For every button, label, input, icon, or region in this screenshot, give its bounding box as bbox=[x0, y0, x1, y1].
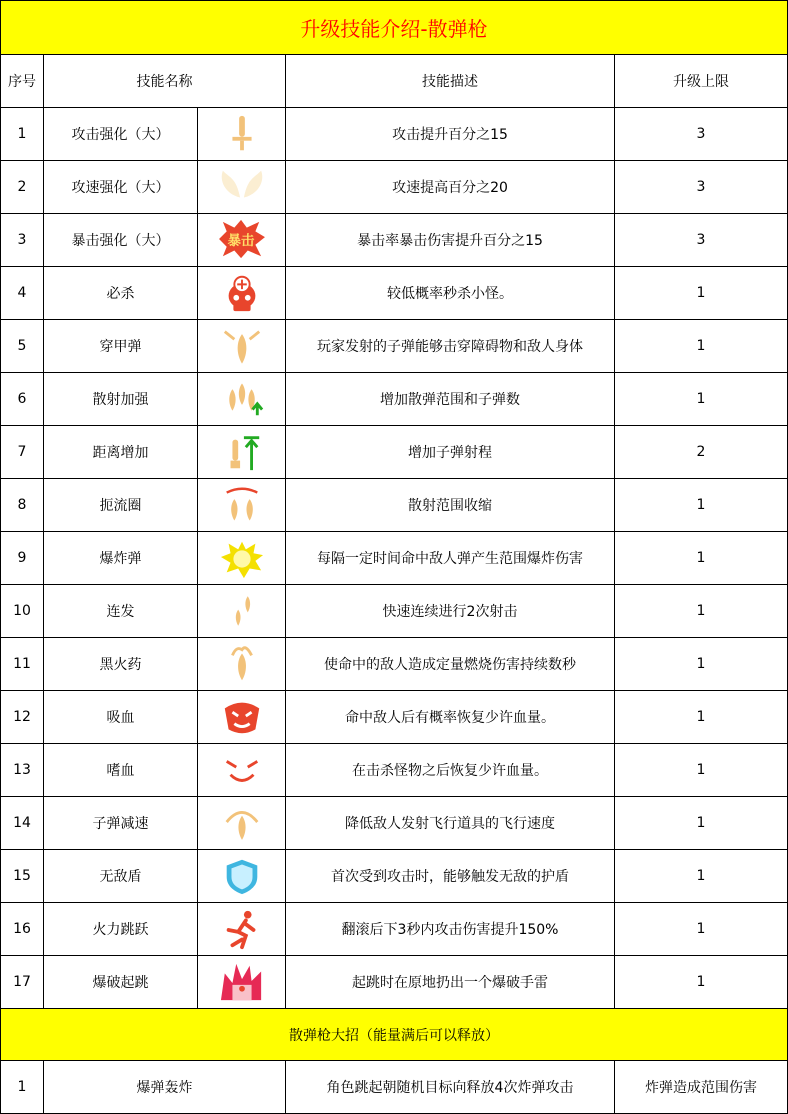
skill-desc: 暴击率暴击伤害提升百分之15 bbox=[286, 214, 615, 267]
skill-desc: 增加子弹射程 bbox=[286, 426, 615, 479]
skill-limit: 1 bbox=[615, 744, 788, 797]
header-limit: 升级上限 bbox=[615, 55, 788, 108]
table-row bbox=[1, 320, 788, 373]
skill-name: 爆炸弹 bbox=[44, 532, 198, 585]
skill-desc: 在击杀怪物之后恢复少许血量。 bbox=[286, 744, 615, 797]
skill-icon-cell bbox=[198, 108, 286, 161]
crit-burst-icon bbox=[217, 218, 267, 262]
skill-name: 攻击强化（大） bbox=[44, 108, 198, 161]
skill-index: 14 bbox=[1, 797, 44, 850]
table-row bbox=[1, 797, 788, 850]
skill-limit: 1 bbox=[615, 903, 788, 956]
skill-name: 吸血 bbox=[44, 691, 198, 744]
skill-index: 8 bbox=[1, 479, 44, 532]
skill-desc: 翻滚后下3秒内攻击伤害提升150% bbox=[286, 903, 615, 956]
skill-name: 爆破起跳 bbox=[44, 956, 198, 1009]
skull-crosshair-icon bbox=[217, 271, 267, 315]
skill-name: 穿甲弹 bbox=[44, 320, 198, 373]
table-row bbox=[1, 214, 788, 267]
range-up-icon bbox=[217, 430, 267, 474]
skill-limit: 1 bbox=[615, 850, 788, 903]
skill-index: 13 bbox=[1, 744, 44, 797]
table-row bbox=[1, 161, 788, 214]
skill-limit: 3 bbox=[615, 214, 788, 267]
skill-index: 17 bbox=[1, 956, 44, 1009]
running-man-icon bbox=[217, 907, 267, 951]
header-desc: 技能描述 bbox=[286, 55, 615, 108]
table-row bbox=[1, 956, 788, 1009]
table-row bbox=[1, 479, 788, 532]
skill-icon-cell bbox=[198, 214, 286, 267]
skill-index: 6 bbox=[1, 373, 44, 426]
skill-name: 散射加强 bbox=[44, 373, 198, 426]
skill-name: 攻速强化（大） bbox=[44, 161, 198, 214]
skill-limit: 1 bbox=[615, 267, 788, 320]
spread-up-icon bbox=[217, 377, 267, 421]
skill-icon-cell bbox=[198, 479, 286, 532]
skill-icon-cell bbox=[198, 797, 286, 850]
skill-index: 9 bbox=[1, 532, 44, 585]
table-row bbox=[1, 426, 788, 479]
table-row bbox=[1, 267, 788, 320]
skill-desc: 首次受到攻击时，能够触发无敌的护盾 bbox=[286, 850, 615, 903]
skill-index: 4 bbox=[1, 267, 44, 320]
skill-desc: 降低敌人发射飞行道具的飞行速度 bbox=[286, 797, 615, 850]
table-row bbox=[1, 108, 788, 161]
fire-bullet-icon bbox=[217, 642, 267, 686]
skill-index: 16 bbox=[1, 903, 44, 956]
ultimate-header: 散弹枪大招（能量满后可以释放） bbox=[1, 1009, 788, 1061]
skill-icon-cell bbox=[198, 267, 286, 320]
skill-limit: 1 bbox=[615, 691, 788, 744]
skill-name: 连发 bbox=[44, 585, 198, 638]
skill-index: 2 bbox=[1, 161, 44, 214]
ultimate-index: 1 bbox=[1, 1061, 44, 1114]
skill-desc: 每隔一定时间命中敌人弹产生范围爆炸伤害 bbox=[286, 532, 615, 585]
skill-limit: 1 bbox=[615, 320, 788, 373]
skill-desc: 命中敌人后有概率恢复少许血量。 bbox=[286, 691, 615, 744]
choke-icon bbox=[217, 483, 267, 527]
skill-desc: 散射范围收缩 bbox=[286, 479, 615, 532]
skill-icon-cell bbox=[198, 320, 286, 373]
table-row bbox=[1, 373, 788, 426]
table-row bbox=[1, 585, 788, 638]
skill-limit: 1 bbox=[615, 479, 788, 532]
skill-icon-cell bbox=[198, 956, 286, 1009]
skill-name: 火力跳跃 bbox=[44, 903, 198, 956]
skill-index: 5 bbox=[1, 320, 44, 373]
header-name: 技能名称 bbox=[44, 55, 286, 108]
slow-bullet-icon bbox=[217, 801, 267, 845]
header-row bbox=[1, 55, 788, 108]
crit-label: 暴击 bbox=[227, 233, 254, 249]
skill-desc: 起跳时在原地扔出一个爆破手雷 bbox=[286, 956, 615, 1009]
skill-limit: 1 bbox=[615, 585, 788, 638]
skill-index: 12 bbox=[1, 691, 44, 744]
ultimate-desc: 角色跳起朝随机目标向释放4次炸弹攻击 bbox=[286, 1061, 615, 1114]
ultimate-row bbox=[1, 1061, 788, 1114]
bloodthirst-face-icon bbox=[217, 748, 267, 792]
skill-limit: 2 bbox=[615, 426, 788, 479]
explosion-icon bbox=[217, 536, 267, 580]
skill-index: 15 bbox=[1, 850, 44, 903]
skill-desc: 使命中的敌人造成定量燃烧伤害持续数秒 bbox=[286, 638, 615, 691]
blast-jump-icon bbox=[217, 960, 267, 1004]
skill-icon-cell bbox=[198, 161, 286, 214]
table-row bbox=[1, 532, 788, 585]
skill-name: 距离增加 bbox=[44, 426, 198, 479]
skill-name: 子弹减速 bbox=[44, 797, 198, 850]
skill-icon-cell bbox=[198, 532, 286, 585]
skill-desc: 较低概率秒杀小怪。 bbox=[286, 267, 615, 320]
skill-name: 暴击强化（大） bbox=[44, 214, 198, 267]
skill-desc: 攻击提升百分之15 bbox=[286, 108, 615, 161]
double-shot-icon bbox=[217, 589, 267, 633]
skill-name: 无敌盾 bbox=[44, 850, 198, 903]
skill-icon-cell bbox=[198, 691, 286, 744]
skill-icon-cell bbox=[198, 903, 286, 956]
header-index: 序号 bbox=[1, 55, 44, 108]
skill-icon-cell bbox=[198, 744, 286, 797]
table-row bbox=[1, 691, 788, 744]
skill-index: 7 bbox=[1, 426, 44, 479]
piercing-bullet-icon bbox=[217, 324, 267, 368]
ultimate-effect: 炸弹造成范围伤害 bbox=[615, 1061, 788, 1114]
skill-limit: 1 bbox=[615, 532, 788, 585]
skill-name: 黑火药 bbox=[44, 638, 198, 691]
skill-limit: 1 bbox=[615, 373, 788, 426]
table-title: 升级技能介绍-散弹枪 bbox=[1, 1, 788, 55]
skill-rows bbox=[1, 108, 788, 1009]
sword-icon bbox=[217, 112, 267, 156]
skill-limit: 3 bbox=[615, 161, 788, 214]
table-row bbox=[1, 638, 788, 691]
skill-desc: 玩家发射的子弹能够击穿障碍物和敌人身体 bbox=[286, 320, 615, 373]
skill-limit: 1 bbox=[615, 638, 788, 691]
skill-name: 必杀 bbox=[44, 267, 198, 320]
skill-icon-cell bbox=[198, 585, 286, 638]
skill-desc: 快速连续进行2次射击 bbox=[286, 585, 615, 638]
table-row bbox=[1, 744, 788, 797]
vampire-face-icon bbox=[217, 695, 267, 739]
skill-index: 10 bbox=[1, 585, 44, 638]
skill-desc: 攻速提高百分之20 bbox=[286, 161, 615, 214]
skill-icon-cell bbox=[198, 373, 286, 426]
skill-index: 11 bbox=[1, 638, 44, 691]
skill-limit: 3 bbox=[615, 108, 788, 161]
skill-index: 1 bbox=[1, 108, 44, 161]
table-row bbox=[1, 850, 788, 903]
skill-icon-cell bbox=[198, 638, 286, 691]
skill-icon-cell bbox=[198, 426, 286, 479]
table-row bbox=[1, 903, 788, 956]
skill-limit: 1 bbox=[615, 956, 788, 1009]
skill-limit: 1 bbox=[615, 797, 788, 850]
skill-icon-cell bbox=[198, 850, 286, 903]
skill-index: 3 bbox=[1, 214, 44, 267]
skill-name: 扼流圈 bbox=[44, 479, 198, 532]
skill-name: 嗜血 bbox=[44, 744, 198, 797]
wings-icon bbox=[217, 165, 267, 209]
skill-desc: 增加散弹范围和子弹数 bbox=[286, 373, 615, 426]
shield-icon bbox=[217, 854, 267, 898]
ultimate-name: 爆弹轰炸 bbox=[44, 1061, 286, 1114]
